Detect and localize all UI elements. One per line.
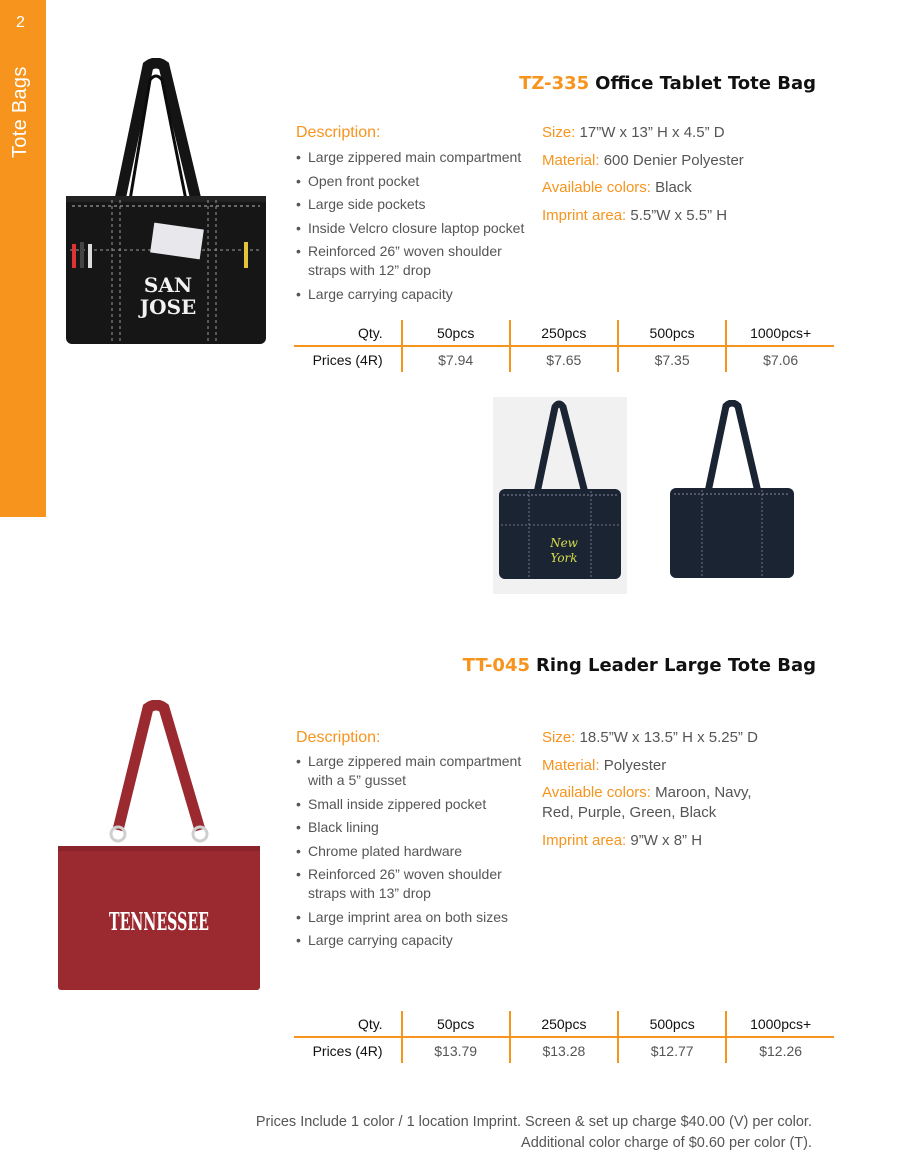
qty-50: 50pcs	[402, 320, 510, 346]
feature-item: • Black lining	[296, 818, 532, 837]
feature-item: • Reinforced 26” woven shoulder straps with 13” drop	[296, 865, 508, 903]
price-table-tt045	[294, 1011, 834, 1063]
price-table-header	[294, 1011, 834, 1037]
qty-250: 250pcs	[510, 1011, 618, 1037]
imprint-york: York	[550, 551, 578, 565]
price-label: Prices (4R)	[312, 1042, 383, 1059]
feature-item: • Large carrying capacity	[296, 931, 532, 950]
price-label: Prices (4R)	[312, 351, 383, 368]
price-table-tz335	[294, 320, 834, 372]
price-500: $7.35	[618, 346, 726, 372]
price-table-row	[294, 346, 834, 372]
spec-list-tt045	[542, 728, 774, 858]
page-number: 2	[16, 14, 25, 31]
spec-size: Size: 18.5”W x 13.5” H x 5.25” D	[542, 729, 758, 746]
feature-list-tz335	[296, 148, 532, 308]
price-table-row	[294, 1037, 834, 1063]
feature-item: • Chrome plated hardware	[296, 842, 532, 861]
product-code: TZ-335	[519, 73, 590, 94]
price-1000: $7.06	[726, 346, 834, 372]
spec-colors: Available colors: Black	[542, 179, 692, 196]
qty-50: 50pcs	[402, 1011, 510, 1037]
price-500: $12.77	[618, 1037, 726, 1063]
pricing-footnote	[256, 1112, 812, 1154]
product-image-tz335	[58, 58, 273, 348]
imprint-new: New	[550, 536, 578, 550]
product-name: Ring Leader Large Tote Bag	[536, 655, 816, 676]
product-code: TT-045	[462, 655, 530, 676]
qty-250: 250pcs	[510, 320, 618, 346]
spec-imprint: Imprint area: 5.5”W x 5.5” H	[542, 206, 728, 224]
feature-item: • Large side pockets	[296, 195, 532, 214]
product-image-navy-plain	[664, 400, 798, 582]
footnote-line-2: Additional color charge of $0.60 per color (T).	[521, 1135, 812, 1151]
spec-list-tz335	[542, 123, 782, 233]
imprint-san: SAN	[143, 273, 193, 297]
product-image-navy-newyork	[493, 397, 627, 594]
product-name: Office Tablet Tote Bag	[595, 73, 816, 94]
section-sidebar-tab	[0, 0, 46, 517]
spec-size: Size: 17”W x 13” H x 4.5” D	[542, 124, 725, 141]
product-image-tt045	[56, 700, 262, 992]
price-50: $13.79	[402, 1037, 510, 1063]
feature-item: • Large carrying capacity	[296, 285, 532, 304]
product-title-tt045	[463, 655, 816, 676]
spec-imprint: Imprint area: 9”W x 8” H	[542, 831, 703, 849]
feature-item: • Small inside zippered pocket	[296, 795, 532, 814]
qty-1000: 1000pcs+	[726, 320, 834, 346]
feature-item: • Inside Velcro closure laptop pocket	[296, 219, 532, 238]
spec-material: Material: Polyester	[542, 756, 667, 774]
feature-list-tt045	[296, 752, 532, 955]
price-250: $7.65	[510, 346, 618, 372]
footnote-line-1: Prices Include 1 color / 1 location Imprint. Screen & set up charge $40.00 (V) per color.	[255, 1114, 812, 1130]
qty-500: 500pcs	[618, 1011, 726, 1037]
feature-item: • Reinforced 26” woven shoulder straps with 12” drop	[296, 242, 508, 280]
feature-item: • Large imprint area on both sizes	[296, 908, 532, 927]
feature-item: • Large zippered main compartment	[296, 148, 532, 167]
imprint-tennessee: TENNESSEE	[109, 907, 209, 936]
feature-item: • Large zippered main compartment with a 5” gusset	[296, 752, 526, 790]
feature-item: • Open front pocket	[296, 172, 532, 191]
price-table-header	[294, 320, 834, 346]
qty-label: Qty.	[294, 320, 402, 346]
qty-label: Qty.	[294, 1011, 402, 1037]
description-heading: Description:	[296, 124, 381, 141]
qty-1000: 1000pcs+	[726, 1011, 834, 1037]
description-heading: Description:	[296, 729, 381, 746]
price-1000: $12.26	[726, 1037, 834, 1063]
spec-material: Material: 600 Denier Polyester	[542, 151, 744, 169]
price-250: $13.28	[510, 1037, 618, 1063]
imprint-jose: JOSE	[139, 295, 197, 319]
spec-colors: Available colors: Maroon, Navy, Red, Purple, Green, Black	[542, 784, 752, 821]
qty-500: 500pcs	[618, 320, 726, 346]
section-label: Tote Bags	[9, 66, 31, 158]
price-50: $7.94	[402, 346, 510, 372]
product-title-tz335	[519, 73, 816, 94]
